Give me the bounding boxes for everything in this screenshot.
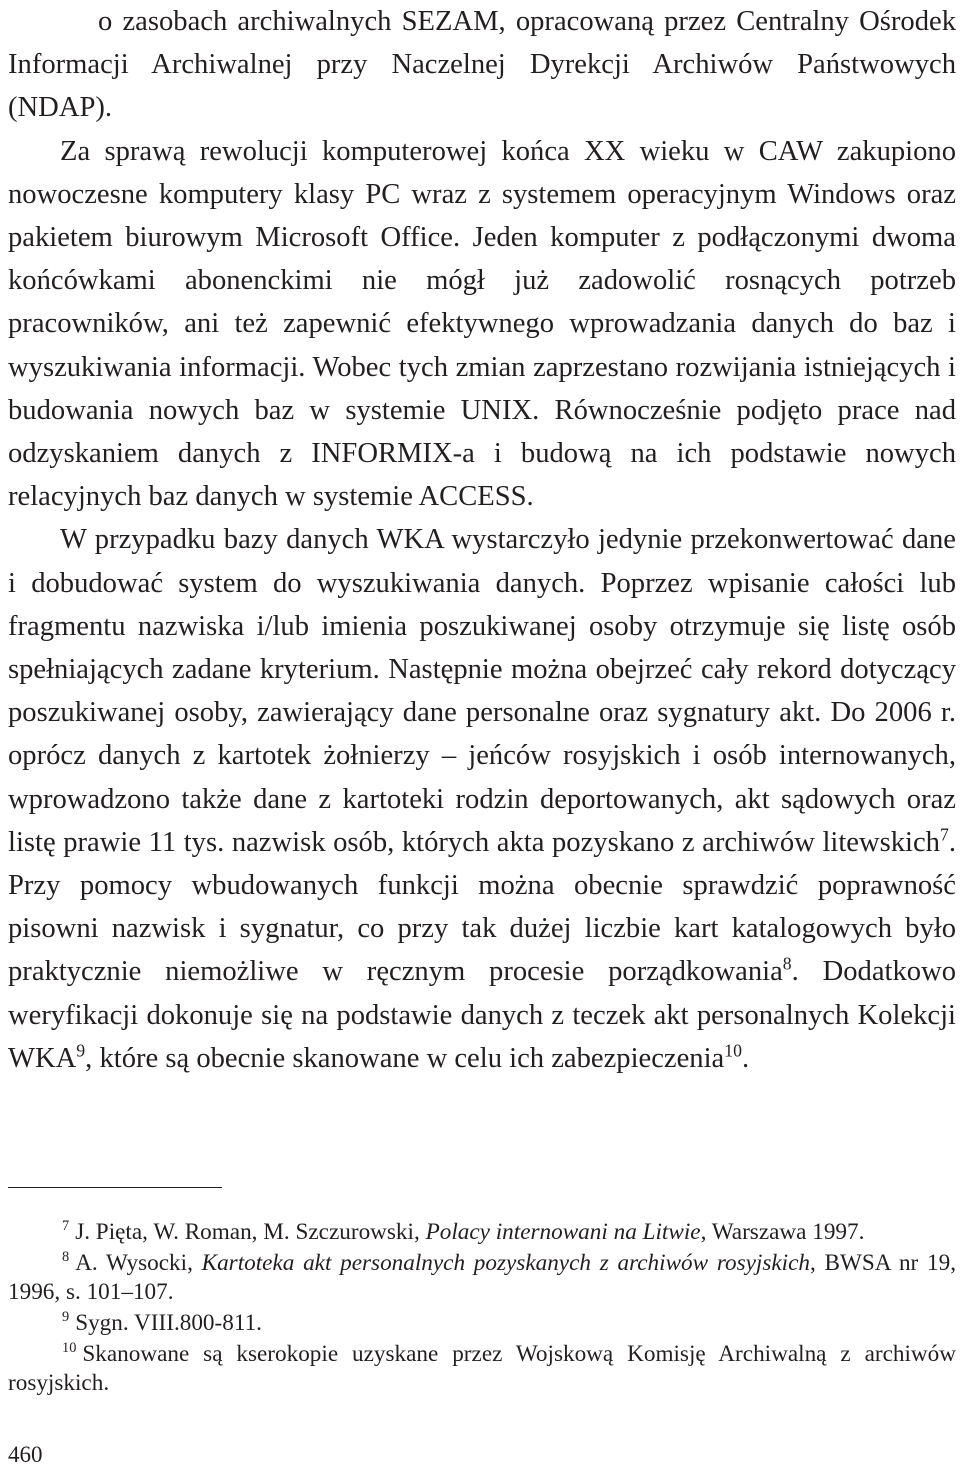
- footnote-text: A. Wysocki,: [75, 1249, 202, 1276]
- paragraph-1-text: o zasobach archiwalnych SEZAM, opracowaną przez Centralny Ośrodek Informacji Archiwalnej przy Naczelnej Dyrekcji Archiwów Państwowych (NDAP).: [8, 6, 956, 124]
- paragraph-3-text-b: . Przy pomocy wbudowanych funkcji można obecnie sprawdzić poprawność pisowni nazwisk i sygnatur, co przy tak dużej liczbie kart katalogowych było praktycznie niemożliwe w ręcznym procesie porządkowania: [8, 826, 956, 988]
- footnote-9: [8, 1309, 956, 1339]
- paragraph-3: [8, 518, 956, 1080]
- paragraph-1: [8, 0, 956, 130]
- footnote-text-end: , Warszawa 1997.: [700, 1219, 865, 1245]
- paragraph-3-text-a: W przypadku bazy danych WKA wystarczyło jedynie przekonwertować dane i dobudować system do wyszukiwania danych. Poprzez wpisanie całości lub fragmentu nazwiska i/lub imienia poszukiwanej osoby otrzymuje się listę osób spełniających zadane kryterium. Następnie można obejrzeć cały rekord dotyczący poszukiwanej osoby, zawierający dane personalne oraz sygnatury akt. Do 2006 r. oprócz danych z kartotek żołnierzy – jeńców rosyjskich i osób internowanych, wprowadzono także dane z kartoteki rodzin deportowanych, akt sądowych oraz listę prawie 11 tys. nazwisk osób, których akta pozyskano z archiwów litewskich: [8, 524, 956, 858]
- footnote-number: 8: [62, 1249, 70, 1266]
- paragraph-3-text-e: .: [741, 1042, 750, 1074]
- footnote-text: Sygn. VIII.800-811.: [75, 1310, 262, 1337]
- main-text: [8, 0, 956, 1080]
- footnote-7: [8, 1218, 956, 1248]
- footnotes: [8, 1218, 956, 1400]
- footnote-number: 9: [62, 1309, 70, 1326]
- paragraph-2-text: Za sprawą rewolucji komputerowej końca XX wieku w CAW zakupiono nowoczesne komputery klasy PC wraz z systemem operacyjnym Windows oraz pakietem biurowym Microsoft Office. Jeden komputer z podłączonymi dwoma końcówkami abonenckimi nie mógł już zadowolić rosnących potrzeb pracowników, ani też zapewnić efektywnego wprowadzania danych do baz i wyszukiwania informacji. Wobec tych zmian zaprzestano rozwijania istniejących i budowania nowych baz w systemie UNIX. Równocześnie podjęto prace nad odzyskaniem danych z INFORMIX-a i budową na ich podstawie nowych relacyjnych baz danych w systemie ACCESS.: [8, 135, 956, 513]
- footnote-separator: [8, 1187, 222, 1188]
- footnote-10: [8, 1340, 956, 1399]
- document-page: [8, 0, 957, 1467]
- footnote-number: 7: [62, 1218, 70, 1235]
- footnote-ref-9[interactable]: 9: [76, 1040, 86, 1061]
- footnote-title: Polacy internowani na Litwie: [425, 1219, 701, 1245]
- page-number: 460: [8, 1442, 43, 1467]
- paragraph-2: [8, 130, 956, 519]
- paragraph-3-text-d: , które są obecnie skanowane w celu ich zabezpieczenia: [85, 1042, 725, 1074]
- paragraph-3-text-c: . Dodatkowo weryfikacji dokonuje się na podstawie danych z teczek akt personalnych Kolekcji WKA: [8, 956, 957, 1074]
- footnote-ref-10[interactable]: 10: [724, 1040, 742, 1061]
- footnote-text: J. Pięta, W. Roman, M. Szczurowski,: [75, 1219, 426, 1245]
- footnote-8: [8, 1249, 956, 1308]
- footnote-ref-7[interactable]: 7: [939, 824, 949, 845]
- footnote-number: 10: [62, 1340, 77, 1357]
- footnote-text-end: , BWSA nr 19, 1996, s. 101–107.: [8, 1249, 956, 1306]
- footnote-ref-8[interactable]: 8: [782, 953, 792, 974]
- footnote-title: Kartoteka akt personalnych pozyskanych z archiwów rosyjskich: [201, 1249, 810, 1276]
- footnote-text: Skanowane są kserokopie uzyskane przez Wojskową Komisję Archiwalną z archiwów rosyjskich.: [8, 1340, 956, 1397]
